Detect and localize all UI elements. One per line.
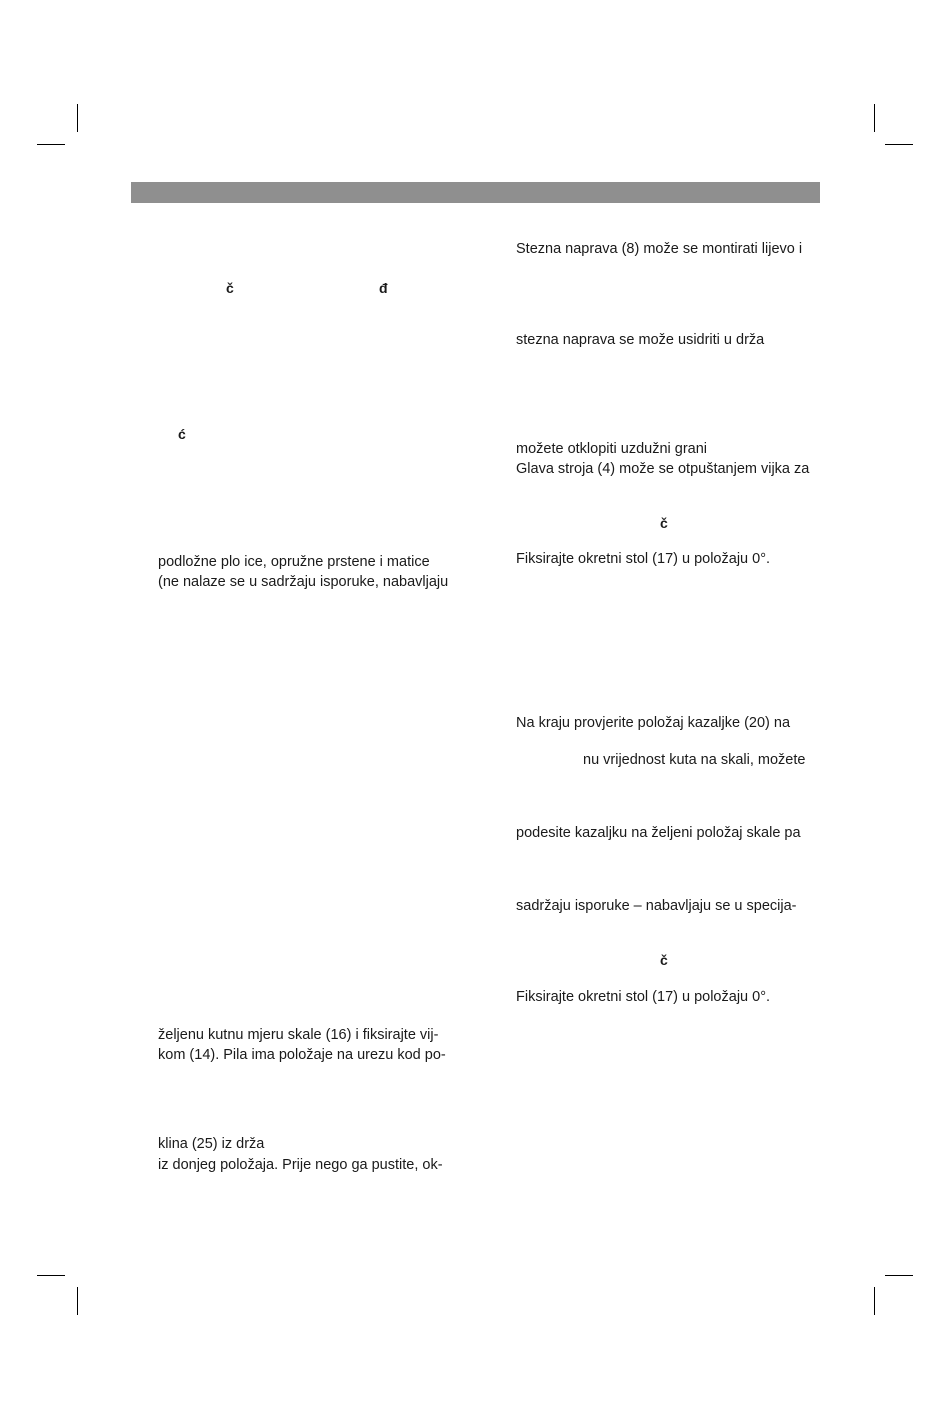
right-line-4: Glava stroja (4) može se otpuštanjem vijka za (516, 461, 810, 477)
crop-mark-top-right-horizontal (885, 144, 913, 145)
right-line-7: Na kraju provjerite položaj kazaljke (20) na (516, 715, 791, 731)
crop-mark-bottom-left-horizontal (37, 1275, 65, 1276)
right-line-9: podesite kazaljku na željeni položaj skale pa (516, 825, 801, 841)
left-line-1: podložne plo ice, opružne prstene i matice (158, 554, 430, 570)
right-line-1: Stezna naprava (8) može se montirati lijevo i (516, 241, 803, 257)
left-fragment-c-caron: č (226, 280, 234, 296)
right-line-10: sadržaju isporuke – nabavljaju se u specija- (516, 898, 797, 914)
crop-mark-top-left-horizontal (37, 144, 65, 145)
left-line-4: kom (14). Pila ima položaje na urezu kod po- (158, 1047, 446, 1063)
crop-mark-top-right-vertical (874, 104, 875, 132)
right-line-12: Fiksirajte okretni stol (17) u položaju 0°. (516, 989, 771, 1005)
right-fragment-c-caron-1: č (660, 515, 668, 531)
right-line-8: nu vrijednost kuta na skali, možete (583, 752, 806, 768)
right-line-2: stezna naprava se može usidriti u drža (516, 332, 765, 348)
crop-mark-top-left-vertical (77, 104, 78, 132)
crop-mark-bottom-right-vertical (874, 1287, 875, 1315)
left-line-2: (ne nalaze se u sadržaju isporuke, nabavljaju (158, 574, 449, 590)
left-line-3: željenu kutnu mjeru skale (16) i fiksirajte vij- (158, 1027, 439, 1043)
right-line-6: Fiksirajte okretni stol (17) u položaju 0°. (516, 551, 771, 567)
right-fragment-c-caron-2: č (660, 952, 668, 968)
left-fragment-c-acute: ć (178, 426, 186, 442)
crop-mark-bottom-left-vertical (77, 1287, 78, 1315)
left-line-5: klina (25) iz drža (158, 1136, 265, 1152)
left-line-6: iz donjeg položaja. Prije nego ga pustite, ok- (158, 1157, 443, 1173)
left-fragment-d-stroke: đ (379, 280, 388, 296)
section-header-bar (131, 182, 820, 203)
crop-mark-bottom-right-horizontal (885, 1275, 913, 1276)
right-line-3: možete otklopiti uzdužni grani (516, 441, 708, 457)
